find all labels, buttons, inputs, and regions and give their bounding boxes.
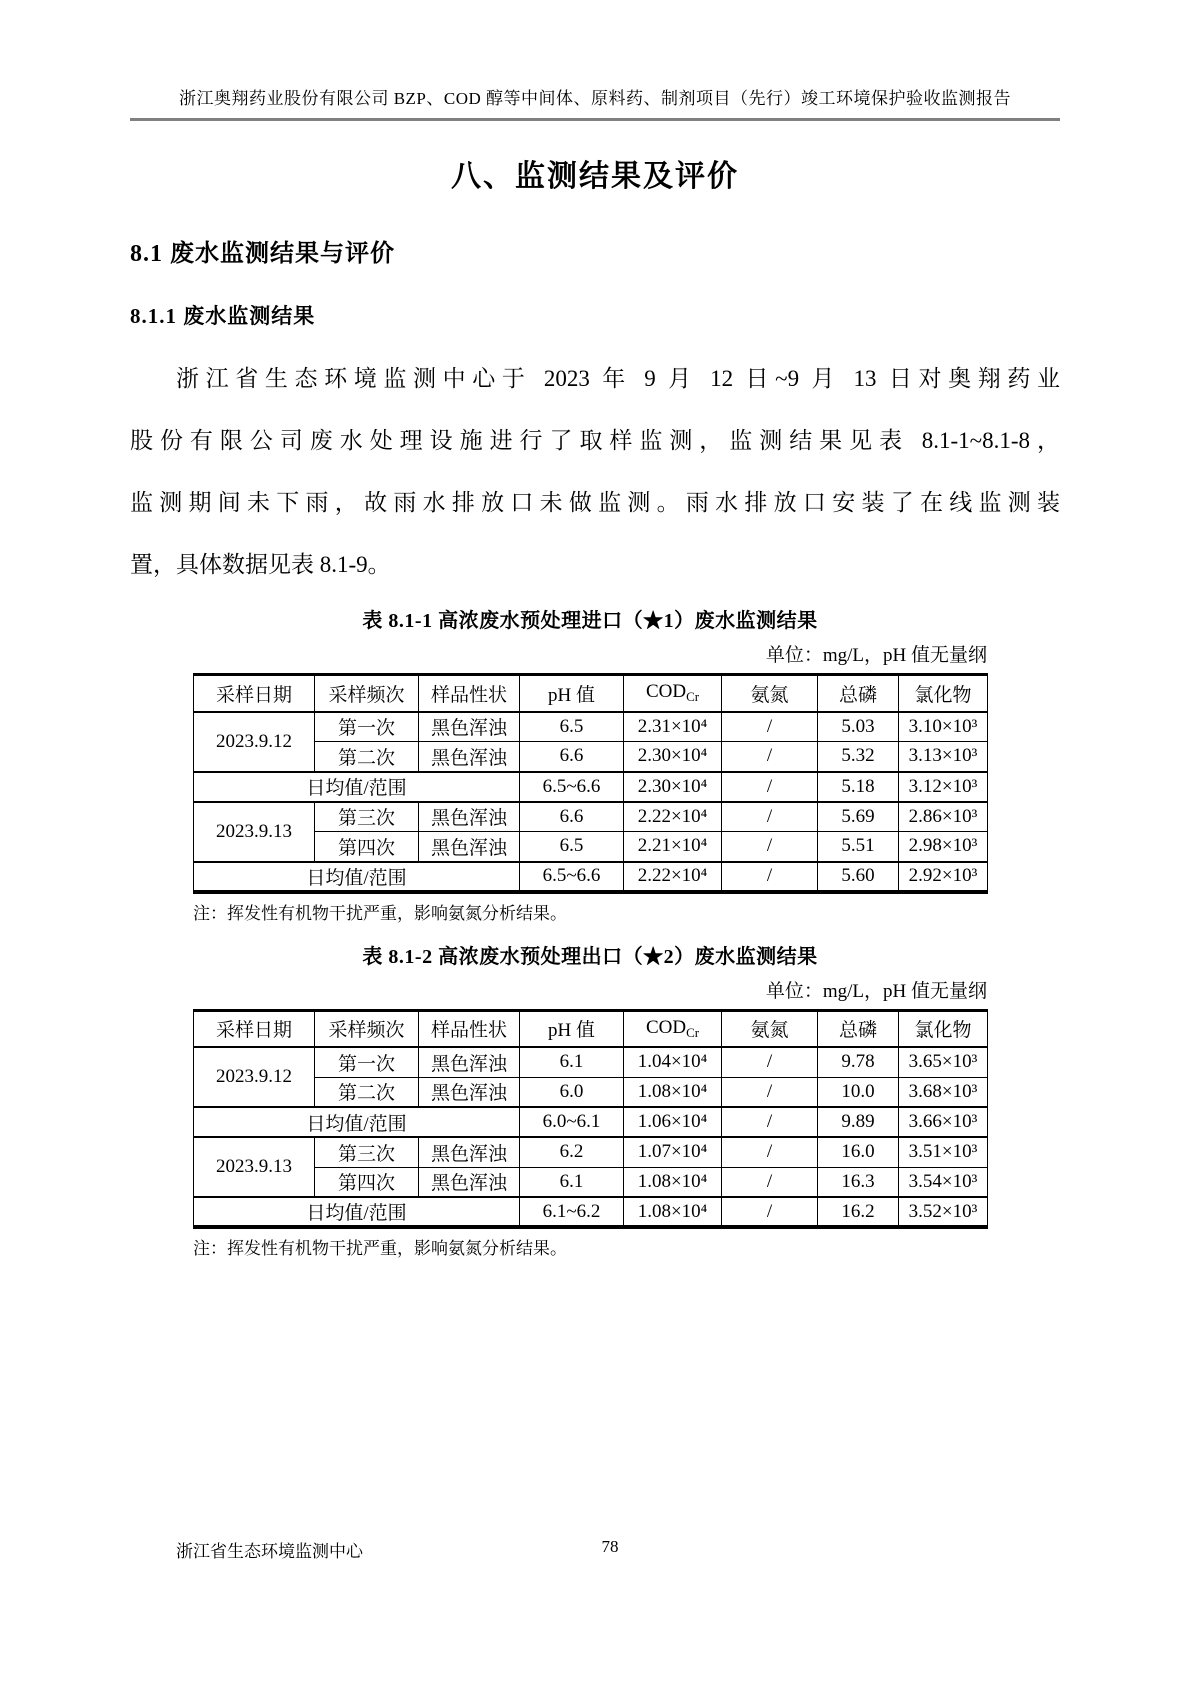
table-8-1-2 bbox=[193, 1009, 988, 1230]
daily-average-row bbox=[194, 772, 988, 802]
table-cell: 16.0 bbox=[818, 1137, 899, 1167]
table-cell: 第三次 bbox=[315, 1137, 419, 1167]
paragraph-line: 置，具体数据见表 8.1-9。 bbox=[130, 552, 391, 577]
column-header-ph: pH 值 bbox=[520, 675, 624, 712]
table-cell: 6.6 bbox=[520, 802, 624, 832]
table-cell: / bbox=[722, 1197, 818, 1227]
table-cell: 10.0 bbox=[818, 1077, 899, 1107]
table-cell: 5.60 bbox=[818, 862, 899, 892]
table-cell: 黑色浑浊 bbox=[419, 1047, 520, 1077]
subsection-heading-8-1-1: 8.1.1 废水监测结果 bbox=[130, 304, 316, 328]
running-header bbox=[130, 0, 1060, 121]
table-cell: 2.30×10⁴ bbox=[624, 742, 722, 772]
table-cell: 1.08×10⁴ bbox=[624, 1197, 722, 1227]
table-cell: 2.86×10³ bbox=[899, 802, 988, 832]
table-cell: 16.3 bbox=[818, 1167, 899, 1197]
table-8-1-1-footnote: 注：挥发性有机物干扰严重，影响氨氮分析结果。 bbox=[193, 903, 567, 923]
daily-average-row bbox=[194, 862, 988, 892]
table-cell: 3.65×10³ bbox=[899, 1047, 988, 1077]
paragraph-line: 监测期间未下雨，故雨水排放口未做监测。雨水排放口安装了在线监测装 bbox=[130, 490, 1060, 515]
table-cell: 1.04×10⁴ bbox=[624, 1047, 722, 1077]
table-cell: 第三次 bbox=[315, 802, 419, 832]
column-header-cod bbox=[624, 1010, 722, 1047]
table-cell-date: 2023.9.13 bbox=[194, 1137, 315, 1197]
table-cell: 6.0~6.1 bbox=[520, 1107, 624, 1137]
table-cell: 2.22×10⁴ bbox=[624, 802, 722, 832]
table-cell: 第二次 bbox=[315, 1077, 419, 1107]
table-cell-average-label: 日均值/范围 bbox=[194, 772, 520, 802]
table-cell: / bbox=[722, 1137, 818, 1167]
table-cell: 6.5 bbox=[520, 712, 624, 742]
column-header-phosphorus: 总磷 bbox=[818, 675, 899, 712]
table-cell: / bbox=[722, 742, 818, 772]
cod-subscript: Cr bbox=[686, 1024, 700, 1040]
table-cell: 2.22×10⁴ bbox=[624, 862, 722, 892]
table-row bbox=[194, 1137, 988, 1167]
section-heading-8-1: 8.1 废水监测结果与评价 bbox=[130, 241, 395, 267]
daily-average-row bbox=[194, 1107, 988, 1137]
table-cell: 5.18 bbox=[818, 772, 899, 802]
table-header-row bbox=[194, 1010, 988, 1047]
table-cell-date: 2023.9.12 bbox=[194, 712, 315, 772]
table-cell: 6.0 bbox=[520, 1077, 624, 1107]
cod-label: COD bbox=[645, 681, 687, 703]
column-header-ph: pH 值 bbox=[520, 1010, 624, 1047]
table-cell: 2.98×10³ bbox=[899, 832, 988, 862]
column-header-chloride: 氯化物 bbox=[899, 675, 988, 712]
cod-label: COD bbox=[645, 1016, 687, 1038]
table-cell: 第二次 bbox=[315, 742, 419, 772]
table-cell: 1.08×10⁴ bbox=[624, 1167, 722, 1197]
column-header-phosphorus: 总磷 bbox=[818, 1010, 899, 1047]
table-cell: 6.5 bbox=[520, 832, 624, 862]
daily-average-row bbox=[194, 1197, 988, 1227]
intro-paragraph bbox=[130, 348, 1060, 596]
table-cell: 16.2 bbox=[818, 1197, 899, 1227]
table-cell: 6.5~6.6 bbox=[520, 862, 624, 892]
table-cell: 9.89 bbox=[818, 1107, 899, 1137]
column-header-cod bbox=[624, 675, 722, 712]
table-cell: 9.78 bbox=[818, 1047, 899, 1077]
table-cell: 黑色浑浊 bbox=[419, 802, 520, 832]
column-header-date: 采样日期 bbox=[194, 675, 315, 712]
table-8-1-1 bbox=[193, 673, 988, 894]
table-cell: 3.51×10³ bbox=[899, 1137, 988, 1167]
table-cell: 6.2 bbox=[520, 1137, 624, 1167]
table-cell: 5.03 bbox=[818, 712, 899, 742]
table-cell: 6.1 bbox=[520, 1167, 624, 1197]
column-header-ammonia: 氨氮 bbox=[722, 675, 818, 712]
table-cell: 6.1~6.2 bbox=[520, 1197, 624, 1227]
table-row bbox=[194, 712, 988, 742]
table-cell: 2.21×10⁴ bbox=[624, 832, 722, 862]
table-cell: 第四次 bbox=[315, 1167, 419, 1197]
table-cell: 3.66×10³ bbox=[899, 1107, 988, 1137]
table-cell: / bbox=[722, 1107, 818, 1137]
table-cell: 5.69 bbox=[818, 802, 899, 832]
table-cell: / bbox=[722, 1047, 818, 1077]
table-cell: 5.51 bbox=[818, 832, 899, 862]
table-cell: 黑色浑浊 bbox=[419, 1167, 520, 1197]
table-8-1-2-footnote: 注：挥发性有机物干扰严重，影响氨氮分析结果。 bbox=[193, 1239, 567, 1258]
table-8-1-1-section bbox=[193, 604, 987, 924]
table-cell: 3.10×10³ bbox=[899, 712, 988, 742]
table-row bbox=[194, 802, 988, 832]
table-cell: 6.1 bbox=[520, 1047, 624, 1077]
table-header-row bbox=[194, 675, 988, 712]
table-cell: 黑色浑浊 bbox=[419, 742, 520, 772]
table-cell: / bbox=[722, 862, 818, 892]
table-cell-average-label: 日均值/范围 bbox=[194, 862, 520, 892]
chapter-title: 八、监测结果及评价 bbox=[451, 160, 739, 193]
table-cell: / bbox=[722, 802, 818, 832]
table-cell: 黑色浑浊 bbox=[419, 1077, 520, 1107]
table-cell: 第一次 bbox=[315, 1047, 419, 1077]
table-8-1-2-unit-note: 单位：mg/L，pH 值无量纲 bbox=[765, 980, 987, 1002]
table-cell: 第四次 bbox=[315, 832, 419, 862]
table-cell: 1.07×10⁴ bbox=[624, 1137, 722, 1167]
page-number: 78 bbox=[601, 1537, 619, 1556]
table-cell-average-label: 日均值/范围 bbox=[194, 1107, 520, 1137]
table-8-1-2-section bbox=[193, 940, 987, 1260]
table-cell: 黑色浑浊 bbox=[419, 1137, 520, 1167]
table-8-1-1-caption: 表 8.1-1 高浓废水预处理进口（★1）废水监测结果 bbox=[362, 610, 818, 632]
column-header-appearance: 样品性状 bbox=[419, 675, 520, 712]
cod-subscript: Cr bbox=[686, 689, 700, 705]
table-8-1-1-unit-note: 单位：mg/L，pH 值无量纲 bbox=[765, 645, 987, 666]
table-cell: / bbox=[722, 772, 818, 802]
column-header-date: 采样日期 bbox=[194, 1010, 315, 1047]
table-cell: 2.92×10³ bbox=[899, 862, 988, 892]
table-cell: / bbox=[722, 1167, 818, 1197]
table-cell: / bbox=[722, 832, 818, 862]
table-cell: 黑色浑浊 bbox=[419, 832, 520, 862]
table-cell: 2.30×10⁴ bbox=[624, 772, 722, 802]
table-cell: 3.12×10³ bbox=[899, 772, 988, 802]
paragraph-line: 股份有限公司废水处理设施进行了取样监测，监测结果见表 8.1-1~8.1-8， bbox=[130, 428, 1060, 453]
table-cell: 3.68×10³ bbox=[899, 1077, 988, 1107]
column-header-chloride: 氯化物 bbox=[899, 1010, 988, 1047]
table-cell-date: 2023.9.12 bbox=[194, 1047, 315, 1107]
table-cell: / bbox=[722, 712, 818, 742]
footer-organization: 浙江省生态环境监测中心 bbox=[176, 1542, 363, 1561]
table-cell: 第一次 bbox=[315, 712, 419, 742]
header-rule bbox=[130, 118, 1060, 121]
table-cell-average-label: 日均值/范围 bbox=[194, 1197, 520, 1227]
table-cell: 2.31×10⁴ bbox=[624, 712, 722, 742]
table-cell: 3.52×10³ bbox=[899, 1197, 988, 1227]
table-8-1-2-caption: 表 8.1-2 高浓废水预处理出口（★2）废水监测结果 bbox=[362, 945, 818, 968]
table-cell: / bbox=[722, 1077, 818, 1107]
column-header-frequency: 采样频次 bbox=[315, 1010, 419, 1047]
table-cell: 3.13×10³ bbox=[899, 742, 988, 772]
table-cell: 1.08×10⁴ bbox=[624, 1077, 722, 1107]
table-cell: 6.5~6.6 bbox=[520, 772, 624, 802]
table-cell: 5.32 bbox=[818, 742, 899, 772]
paragraph-line: 浙江省生态环境监测中心于 2023 年 9 月 12 日~9 月 13 日对奥翔药业 bbox=[176, 366, 1060, 391]
table-cell-date: 2023.9.13 bbox=[194, 802, 315, 862]
table-cell: 黑色浑浊 bbox=[419, 712, 520, 742]
table-cell: 3.54×10³ bbox=[899, 1167, 988, 1197]
running-header-text: 浙江奥翔药业股份有限公司 BZP、COD 醇等中间体、原料药、制剂项目（先行）竣工环境保护验收监测报告 bbox=[178, 89, 1012, 108]
column-header-appearance: 样品性状 bbox=[419, 1010, 520, 1047]
table-cell: 6.6 bbox=[520, 742, 624, 772]
table-row bbox=[194, 1047, 988, 1077]
table-cell: 1.06×10⁴ bbox=[624, 1107, 722, 1137]
column-header-frequency: 采样频次 bbox=[315, 675, 419, 712]
column-header-ammonia: 氨氮 bbox=[722, 1010, 818, 1047]
